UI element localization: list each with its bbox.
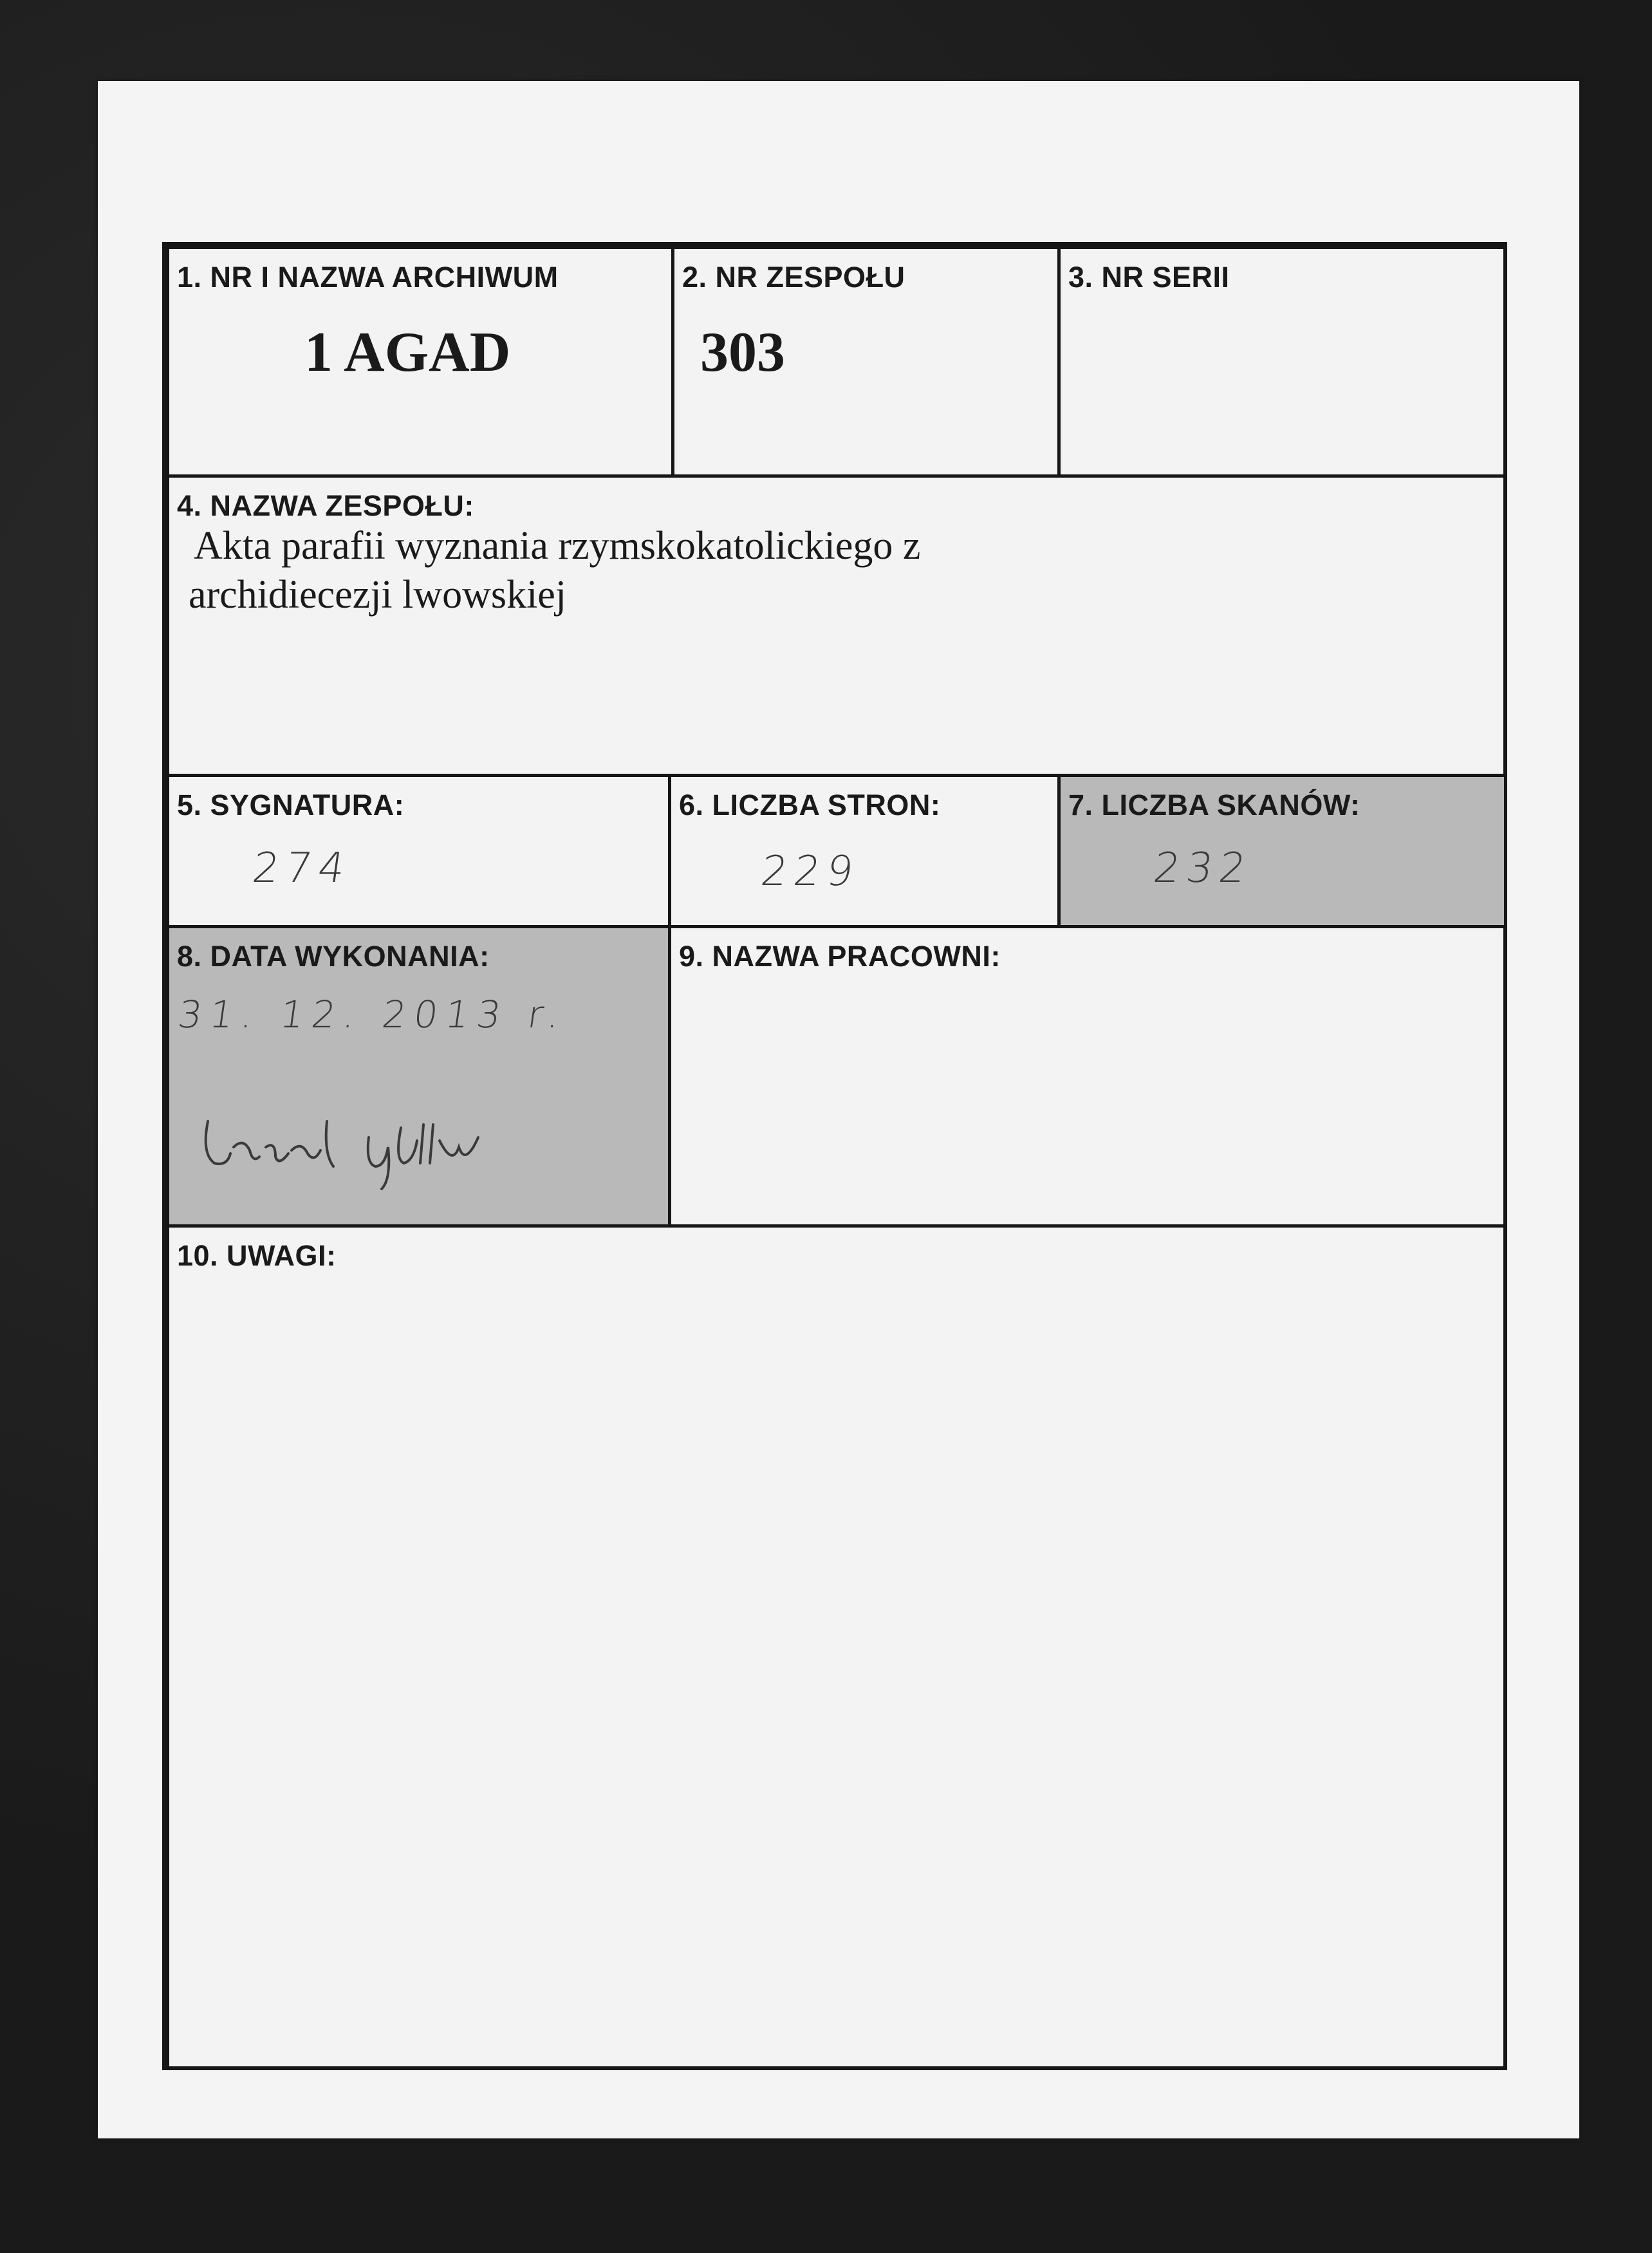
date-value: 31. 12. 2013 r. xyxy=(175,993,571,1036)
remarks-cell xyxy=(166,1224,1507,2070)
scan-count-value: 232 xyxy=(1150,845,1256,892)
archive-form xyxy=(162,242,1507,2070)
fond-name-line-1: Akta parafii wyznania rzymskokatolickiego z xyxy=(194,524,921,568)
page-count-label: 6. LICZBA STRON: xyxy=(679,789,941,821)
form-sheet xyxy=(98,81,1579,2138)
workshop-label: 9. NAZWA PRACOWNI: xyxy=(679,940,1001,973)
page-count-value: 229 xyxy=(757,848,863,895)
fond-name-value xyxy=(189,521,921,619)
signature-cell xyxy=(166,774,671,928)
series-number-label: 3. NR SERII xyxy=(1068,261,1230,294)
archive-value: 1 AGAD xyxy=(304,321,511,384)
fond-number-cell xyxy=(671,246,1061,478)
fond-number-value: 303 xyxy=(700,321,785,384)
date-cell xyxy=(166,925,671,1228)
scan-count-label: 7. LICZBA SKANÓW: xyxy=(1068,789,1360,821)
fond-name-label: 4. NAZWA ZESPOŁU: xyxy=(177,489,474,522)
fond-name-cell xyxy=(166,474,1507,777)
fond-number-label: 2. NR ZESPOŁU xyxy=(682,261,905,294)
archive-label: 1. NR I NAZWA ARCHIWUM xyxy=(177,261,559,294)
workshop-cell xyxy=(668,925,1507,1228)
remarks-label: 10. UWAGI: xyxy=(177,1239,337,1272)
fond-name-line-2: archidiecezji lwowskiej xyxy=(189,573,567,617)
series-number-cell xyxy=(1057,246,1507,478)
signature-label: 5. SYGNATURA: xyxy=(177,789,405,821)
signature-value: 274 xyxy=(249,845,355,892)
date-label: 8. DATA WYKONANIA: xyxy=(177,940,490,973)
scan-count-cell xyxy=(1057,774,1507,928)
page-count-cell xyxy=(668,774,1061,928)
handwritten-signature xyxy=(195,1102,530,1192)
archive-cell xyxy=(166,246,674,478)
